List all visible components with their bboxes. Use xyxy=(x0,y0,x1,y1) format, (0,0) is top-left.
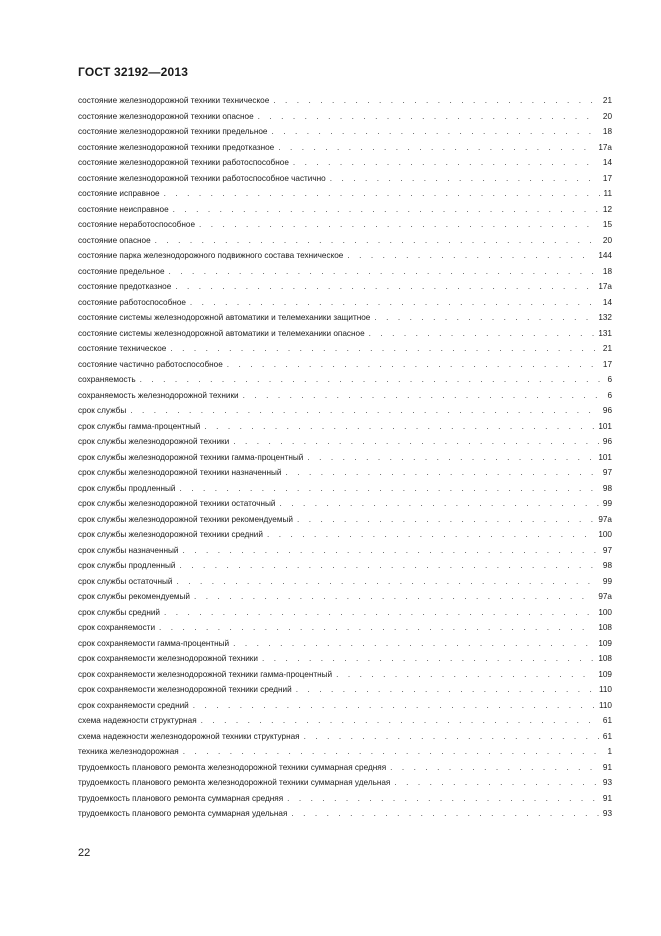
dot-leader xyxy=(243,388,604,404)
dot-leader xyxy=(297,512,594,528)
index-term: срок сохраняемости xyxy=(78,623,156,632)
index-entry xyxy=(78,171,612,187)
index-page-ref: 21 xyxy=(602,344,612,353)
index-entry xyxy=(78,667,612,683)
index-term: трудоемкость планового ремонта суммарная средняя xyxy=(78,793,284,803)
index-term: состояние неработоспособное xyxy=(78,220,195,229)
index-entry xyxy=(78,140,612,156)
index-entry xyxy=(78,357,612,373)
dot-leader xyxy=(271,124,598,140)
dot-leader xyxy=(233,434,599,450)
index-entry xyxy=(78,248,612,264)
index-term: трудоемкость планового ремонта суммарная удельная xyxy=(78,809,288,818)
index-entry xyxy=(78,434,612,450)
index-entry xyxy=(78,496,612,512)
dot-leader xyxy=(293,155,599,171)
dot-leader xyxy=(394,775,599,791)
index-page-ref: 97a xyxy=(598,514,612,524)
index-term: техника железнодорожная xyxy=(78,747,179,756)
index-entry xyxy=(78,620,612,636)
index-page-ref: 100 xyxy=(598,607,612,617)
dot-leader xyxy=(227,357,599,373)
index-term: срок службы железнодорожной техники гамма-процентный xyxy=(78,452,304,462)
dot-leader xyxy=(169,264,599,280)
index-term: состояние железнодорожной техники предотказное xyxy=(78,142,275,152)
index-page-ref: 61 xyxy=(602,731,612,741)
index-entry xyxy=(78,310,612,326)
index-entry xyxy=(78,775,612,791)
index-entry xyxy=(78,233,612,249)
dot-leader xyxy=(183,744,604,760)
index-term: срок службы железнодорожной техники рекомендуемый xyxy=(78,514,293,524)
dot-leader xyxy=(285,465,598,481)
index-term: трудоемкость планового ремонта железнодорожной техники суммарная удельная xyxy=(78,778,391,787)
index-page-ref: 98 xyxy=(602,561,612,570)
dot-leader xyxy=(304,729,599,745)
index-page-ref: 131 xyxy=(598,328,612,338)
index-term: состояние железнодорожной техники предельное xyxy=(78,127,268,136)
index-page-ref: 12 xyxy=(602,204,612,214)
index-term: состояние системы железнодорожной автоматики и телемеханики защитное xyxy=(78,313,371,322)
index-entry xyxy=(78,682,612,698)
index-entry xyxy=(78,124,612,140)
dot-leader xyxy=(164,605,594,621)
alphabetical-index xyxy=(78,93,612,822)
index-page-ref: 20 xyxy=(602,235,612,245)
dot-leader xyxy=(330,171,599,187)
index-term: состояние парка железнодорожного подвижного состава техническое xyxy=(78,251,344,260)
index-page-ref: 91 xyxy=(602,793,612,803)
index-term: срок службы гамма-процентный xyxy=(78,421,201,431)
index-page-ref: 21 xyxy=(602,96,612,105)
index-entry xyxy=(78,465,612,481)
index-term: схема надежности структурная xyxy=(78,716,197,725)
index-term: срок службы продленный xyxy=(78,561,176,570)
index-term: срок сохраняемости железнодорожной техники гамма-процентный xyxy=(78,669,333,679)
index-page-ref: 91 xyxy=(602,762,612,772)
index-entry xyxy=(78,109,612,125)
index-entry xyxy=(78,186,612,202)
index-page-ref: 96 xyxy=(602,406,612,415)
index-term: схема надежности железнодорожной техники структурная xyxy=(78,731,300,741)
dot-leader xyxy=(278,140,594,156)
index-term: срок службы железнодорожной техники назначенный xyxy=(78,468,282,477)
dot-leader xyxy=(180,481,599,497)
index-term: срок службы назначенный xyxy=(78,545,179,555)
index-entry xyxy=(78,279,612,295)
dot-leader xyxy=(155,233,599,249)
index-term: срок службы средний xyxy=(78,607,160,617)
index-entry xyxy=(78,558,612,574)
index-page-ref: 17 xyxy=(602,359,612,369)
index-page-ref: 110 xyxy=(598,685,612,694)
dot-leader xyxy=(233,636,594,652)
dot-leader xyxy=(296,682,595,698)
index-page-ref: 17 xyxy=(602,173,612,183)
dot-leader xyxy=(267,527,594,543)
index-entry xyxy=(78,713,612,729)
index-page-ref: 17a xyxy=(598,142,612,152)
dot-leader xyxy=(193,698,595,714)
index-entry xyxy=(78,698,612,714)
dot-leader xyxy=(130,403,599,419)
dot-leader xyxy=(307,450,594,466)
index-entry xyxy=(78,589,612,605)
dot-leader xyxy=(291,806,598,822)
index-term: срок службы xyxy=(78,406,127,415)
index-term: трудоемкость планового ремонта железнодорожной техники суммарная средняя xyxy=(78,762,387,772)
index-page-ref: 97a xyxy=(598,592,612,601)
dot-leader xyxy=(273,93,599,109)
index-page-ref: 15 xyxy=(602,220,612,229)
index-term: состояние железнодорожной техники техническое xyxy=(78,96,270,105)
dot-leader xyxy=(279,496,598,512)
index-term: срок службы железнодорожной техники остаточный xyxy=(78,499,276,508)
index-term: срок сохраняемости железнодорожной техники xyxy=(78,654,258,663)
index-page-ref: 20 xyxy=(602,111,612,121)
index-entry xyxy=(78,388,612,404)
index-page-ref: 99 xyxy=(602,576,612,586)
page-number: 22 xyxy=(78,847,91,859)
dot-leader xyxy=(204,419,594,435)
dot-leader xyxy=(140,372,604,388)
index-page-ref: 93 xyxy=(602,778,612,787)
dot-leader xyxy=(177,574,599,590)
index-entry xyxy=(78,155,612,171)
dot-leader xyxy=(183,543,599,559)
index-term: срок службы остаточный xyxy=(78,576,173,586)
dot-leader xyxy=(201,713,599,729)
index-entry xyxy=(78,512,612,528)
index-entry xyxy=(78,326,612,342)
dot-leader xyxy=(390,760,599,776)
index-term: срок службы рекомендуемый xyxy=(78,592,190,601)
dot-leader xyxy=(170,341,599,357)
index-term: состояние железнодорожной техники опасное xyxy=(78,111,254,121)
index-page-ref: 11 xyxy=(603,189,612,198)
index-term: состояние неисправное xyxy=(78,204,169,214)
dot-leader xyxy=(374,310,594,326)
index-page-ref: 97 xyxy=(602,545,612,555)
index-page-ref: 109 xyxy=(598,638,612,648)
index-entry xyxy=(78,372,612,388)
index-page-ref: 98 xyxy=(602,483,612,493)
index-entry xyxy=(78,543,612,559)
index-term: состояние работоспособное xyxy=(78,297,186,307)
dot-leader xyxy=(173,202,599,218)
index-page-ref: 61 xyxy=(602,716,612,725)
index-page-ref: 101 xyxy=(598,452,612,462)
dot-leader xyxy=(262,651,594,667)
index-page-ref: 110 xyxy=(598,700,612,710)
dot-leader xyxy=(369,326,595,342)
index-page-ref: 108 xyxy=(598,623,612,632)
dot-leader xyxy=(199,217,599,233)
index-term: состояние опасное xyxy=(78,235,151,245)
index-term: состояние предельное xyxy=(78,266,165,276)
index-term: срок службы железнодорожной техники xyxy=(78,437,230,446)
index-term: состояние железнодорожной техники работоспособное частично xyxy=(78,173,326,183)
index-term: срок службы продленный xyxy=(78,483,176,493)
dot-leader xyxy=(336,667,594,683)
index-term: состояние частично работоспособное xyxy=(78,359,223,369)
index-term: сохраняемость xyxy=(78,375,136,384)
index-term: состояние системы железнодорожной автоматики и телемеханики опасное xyxy=(78,328,365,338)
index-page-ref: 17a xyxy=(598,282,612,291)
index-entry xyxy=(78,806,612,822)
dot-leader xyxy=(175,279,594,295)
dot-leader xyxy=(287,791,599,807)
index-term: состояние железнодорожной техники работоспособное xyxy=(78,158,289,167)
index-page-ref: 132 xyxy=(598,313,612,322)
index-term: состояние техническое xyxy=(78,344,167,353)
index-entry xyxy=(78,450,612,466)
index-entry xyxy=(78,202,612,218)
dot-leader xyxy=(347,248,594,264)
dot-leader xyxy=(180,558,599,574)
index-page-ref: 97 xyxy=(602,468,612,477)
dot-leader xyxy=(159,620,594,636)
index-page-ref: 100 xyxy=(598,530,612,539)
index-entry xyxy=(78,636,612,652)
index-page-ref: 14 xyxy=(602,158,612,167)
index-page-ref: 14 xyxy=(602,297,612,307)
index-entry xyxy=(78,605,612,621)
index-entry xyxy=(78,481,612,497)
index-page-ref: 96 xyxy=(602,437,612,446)
index-entry xyxy=(78,419,612,435)
index-entry xyxy=(78,264,612,280)
index-page-ref: 6 xyxy=(607,375,612,384)
index-term: состояние предотказное xyxy=(78,282,172,291)
index-entry xyxy=(78,760,612,776)
index-entry xyxy=(78,574,612,590)
index-page-ref: 99 xyxy=(602,499,612,508)
index-entry xyxy=(78,217,612,233)
index-term: срок сохраняемости средний xyxy=(78,700,189,710)
index-entry xyxy=(78,295,612,311)
index-term: срок службы железнодорожной техники средний xyxy=(78,530,263,539)
index-page-ref: 108 xyxy=(598,654,612,663)
dot-leader xyxy=(190,295,599,311)
index-page-ref: 101 xyxy=(598,421,612,431)
dot-leader xyxy=(258,109,599,125)
dot-leader xyxy=(164,186,600,202)
index-entry xyxy=(78,744,612,760)
dot-leader xyxy=(194,589,594,605)
index-page-ref: 144 xyxy=(598,251,612,260)
index-term: срок сохраняемости железнодорожной техники средний xyxy=(78,685,292,694)
index-page-ref: 109 xyxy=(598,669,612,679)
index-page-ref: 6 xyxy=(607,390,612,400)
index-entry xyxy=(78,791,612,807)
index-page-ref: 18 xyxy=(602,266,612,276)
index-term: срок сохраняемости гамма-процентный xyxy=(78,638,230,648)
index-entry xyxy=(78,341,612,357)
index-term: состояние исправное xyxy=(78,189,160,198)
index-term: сохраняемость железнодорожной техники xyxy=(78,390,239,400)
index-page-ref: 1 xyxy=(607,747,612,756)
document-header: ГОСТ 32192—2013 xyxy=(78,65,189,79)
index-entry xyxy=(78,527,612,543)
index-page-ref: 93 xyxy=(602,809,612,818)
index-page-ref: 18 xyxy=(602,127,612,136)
index-entry xyxy=(78,93,612,109)
index-entry xyxy=(78,729,612,745)
index-entry xyxy=(78,403,612,419)
index-entry xyxy=(78,651,612,667)
